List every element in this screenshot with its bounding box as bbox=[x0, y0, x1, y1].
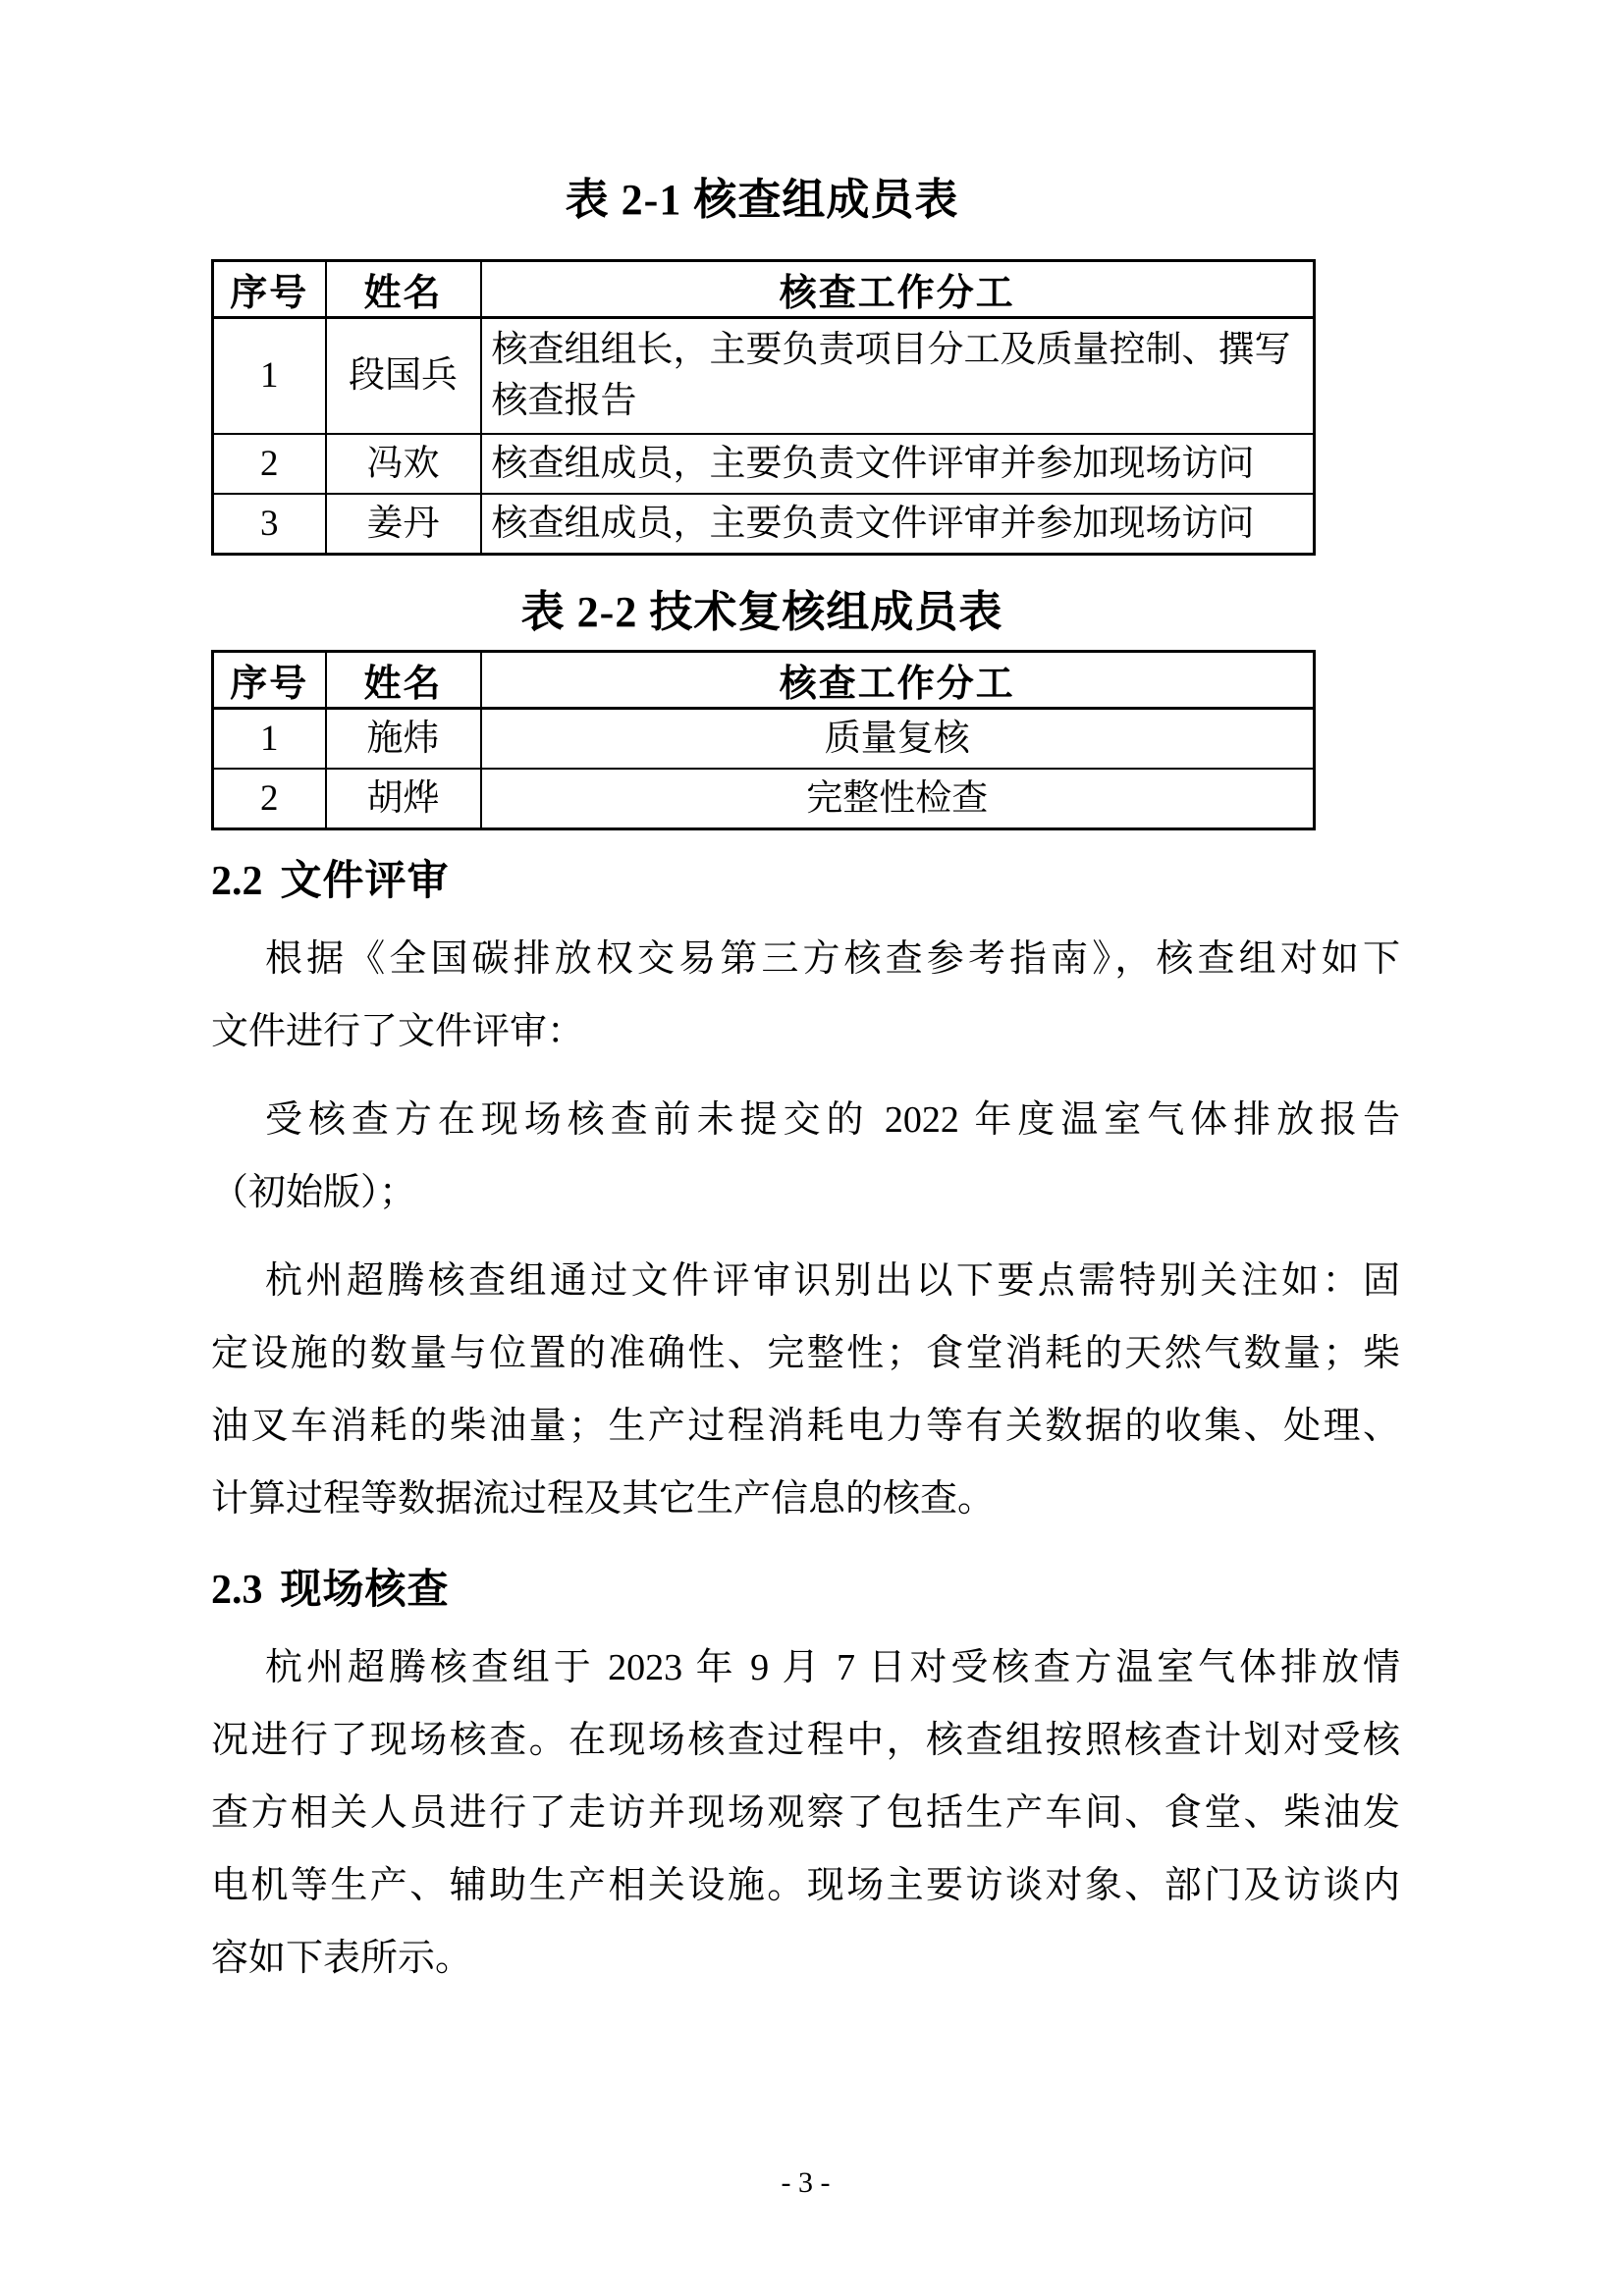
table-cell-duty: 核查组成员，主要负责文件评审并参加现场访问 bbox=[481, 494, 1315, 555]
table-cell-duty: 完整性检查 bbox=[481, 769, 1315, 829]
table-row bbox=[213, 709, 1315, 770]
table-cell-no: 1 bbox=[213, 318, 326, 435]
text-line: 况进行了现场核查。在现场核查过程中，核查组按照核查计划对受核 bbox=[211, 1720, 1400, 1761]
table-cell-duty: 核查组组长，主要负责项目分工及质量控制、撰写核查报告 bbox=[481, 318, 1315, 435]
paragraph bbox=[211, 1631, 1400, 1995]
table-cell-no: 3 bbox=[213, 494, 326, 555]
table-row bbox=[213, 434, 1315, 494]
table-cell-name: 冯欢 bbox=[326, 434, 481, 494]
table-cell-no: 2 bbox=[213, 434, 326, 494]
technical-review-team-table bbox=[211, 650, 1316, 830]
section-number: 2.3 bbox=[211, 1568, 263, 1613]
table-cell-name: 胡烨 bbox=[326, 769, 481, 829]
verification-team-table bbox=[211, 259, 1316, 556]
column-header-name: 姓名 bbox=[326, 261, 481, 318]
text-line: 受核查方在现场核查前未提交的 2022 年度温室气体排放报告 bbox=[265, 1099, 1400, 1141]
table-cell-name: 姜丹 bbox=[326, 494, 481, 555]
column-header-name: 姓名 bbox=[326, 652, 481, 709]
table-cell-name: 段国兵 bbox=[326, 318, 481, 435]
column-header-no: 序号 bbox=[213, 652, 326, 709]
text-line: 根据《全国碳排放权交易第三方核查参考指南》，核查组对如下 bbox=[265, 938, 1400, 980]
text-line: 查方相关人员进行了走访并现场观察了包括生产车间、食堂、柴油发 bbox=[211, 1792, 1400, 1834]
text-line: 计算过程等数据流过程及其它生产信息的核查。 bbox=[211, 1478, 996, 1520]
page-number: - 3 - bbox=[781, 2166, 831, 2199]
text-line: 电机等生产、辅助生产相关设施。现场主要访谈对象、部门及访谈内 bbox=[211, 1865, 1400, 1906]
text-line: （初始版）； bbox=[211, 1172, 417, 1213]
section-title: 文件评审 bbox=[280, 859, 450, 904]
section-2-3-heading bbox=[211, 1565, 1400, 1616]
paragraph bbox=[211, 1084, 1400, 1229]
section-number: 2.2 bbox=[211, 859, 263, 904]
text-line: 定设施的数量与位置的准确性、完整性；食堂消耗的天然气数量；柴 bbox=[211, 1333, 1400, 1374]
table-row bbox=[213, 769, 1315, 829]
table-cell-duty: 核查组成员，主要负责文件评审并参加现场访问 bbox=[481, 434, 1315, 494]
section-2-2-heading bbox=[211, 856, 1400, 907]
column-header-no: 序号 bbox=[213, 261, 326, 318]
table-cell-no: 1 bbox=[213, 709, 326, 770]
table-header-row bbox=[213, 652, 1315, 709]
text-line: 杭州超腾核查组于 2023 年 9 月 7 日对受核查方温室气体排放情 bbox=[265, 1647, 1400, 1688]
column-header-duty: 核查工作分工 bbox=[481, 261, 1315, 318]
table-2-1-title: 表 2-1 核查组成员表 bbox=[565, 176, 959, 224]
text-line: 容如下表所示。 bbox=[211, 1938, 473, 1979]
section-title: 现场核查 bbox=[280, 1568, 450, 1613]
table-cell-name: 施炜 bbox=[326, 709, 481, 770]
text-line: 文件进行了文件评审： bbox=[211, 1011, 585, 1052]
text-line: 油叉车消耗的柴油量；生产过程消耗电力等有关数据的收集、处理、 bbox=[211, 1406, 1400, 1447]
table-row bbox=[213, 494, 1315, 555]
table-header-row bbox=[213, 261, 1315, 318]
paragraph bbox=[211, 923, 1400, 1068]
text-line: 杭州超腾核查组通过文件评审识别出以下要点需特别关注如：固 bbox=[265, 1260, 1400, 1302]
column-header-duty: 核查工作分工 bbox=[481, 652, 1315, 709]
table-cell-duty: 质量复核 bbox=[481, 709, 1315, 770]
table-row bbox=[213, 318, 1315, 435]
table-2-2-title: 表 2-2 技术复核组成员表 bbox=[520, 588, 1003, 636]
page-content bbox=[211, 0, 1400, 1995]
paragraph bbox=[211, 1245, 1400, 1535]
table-cell-no: 2 bbox=[213, 769, 326, 829]
